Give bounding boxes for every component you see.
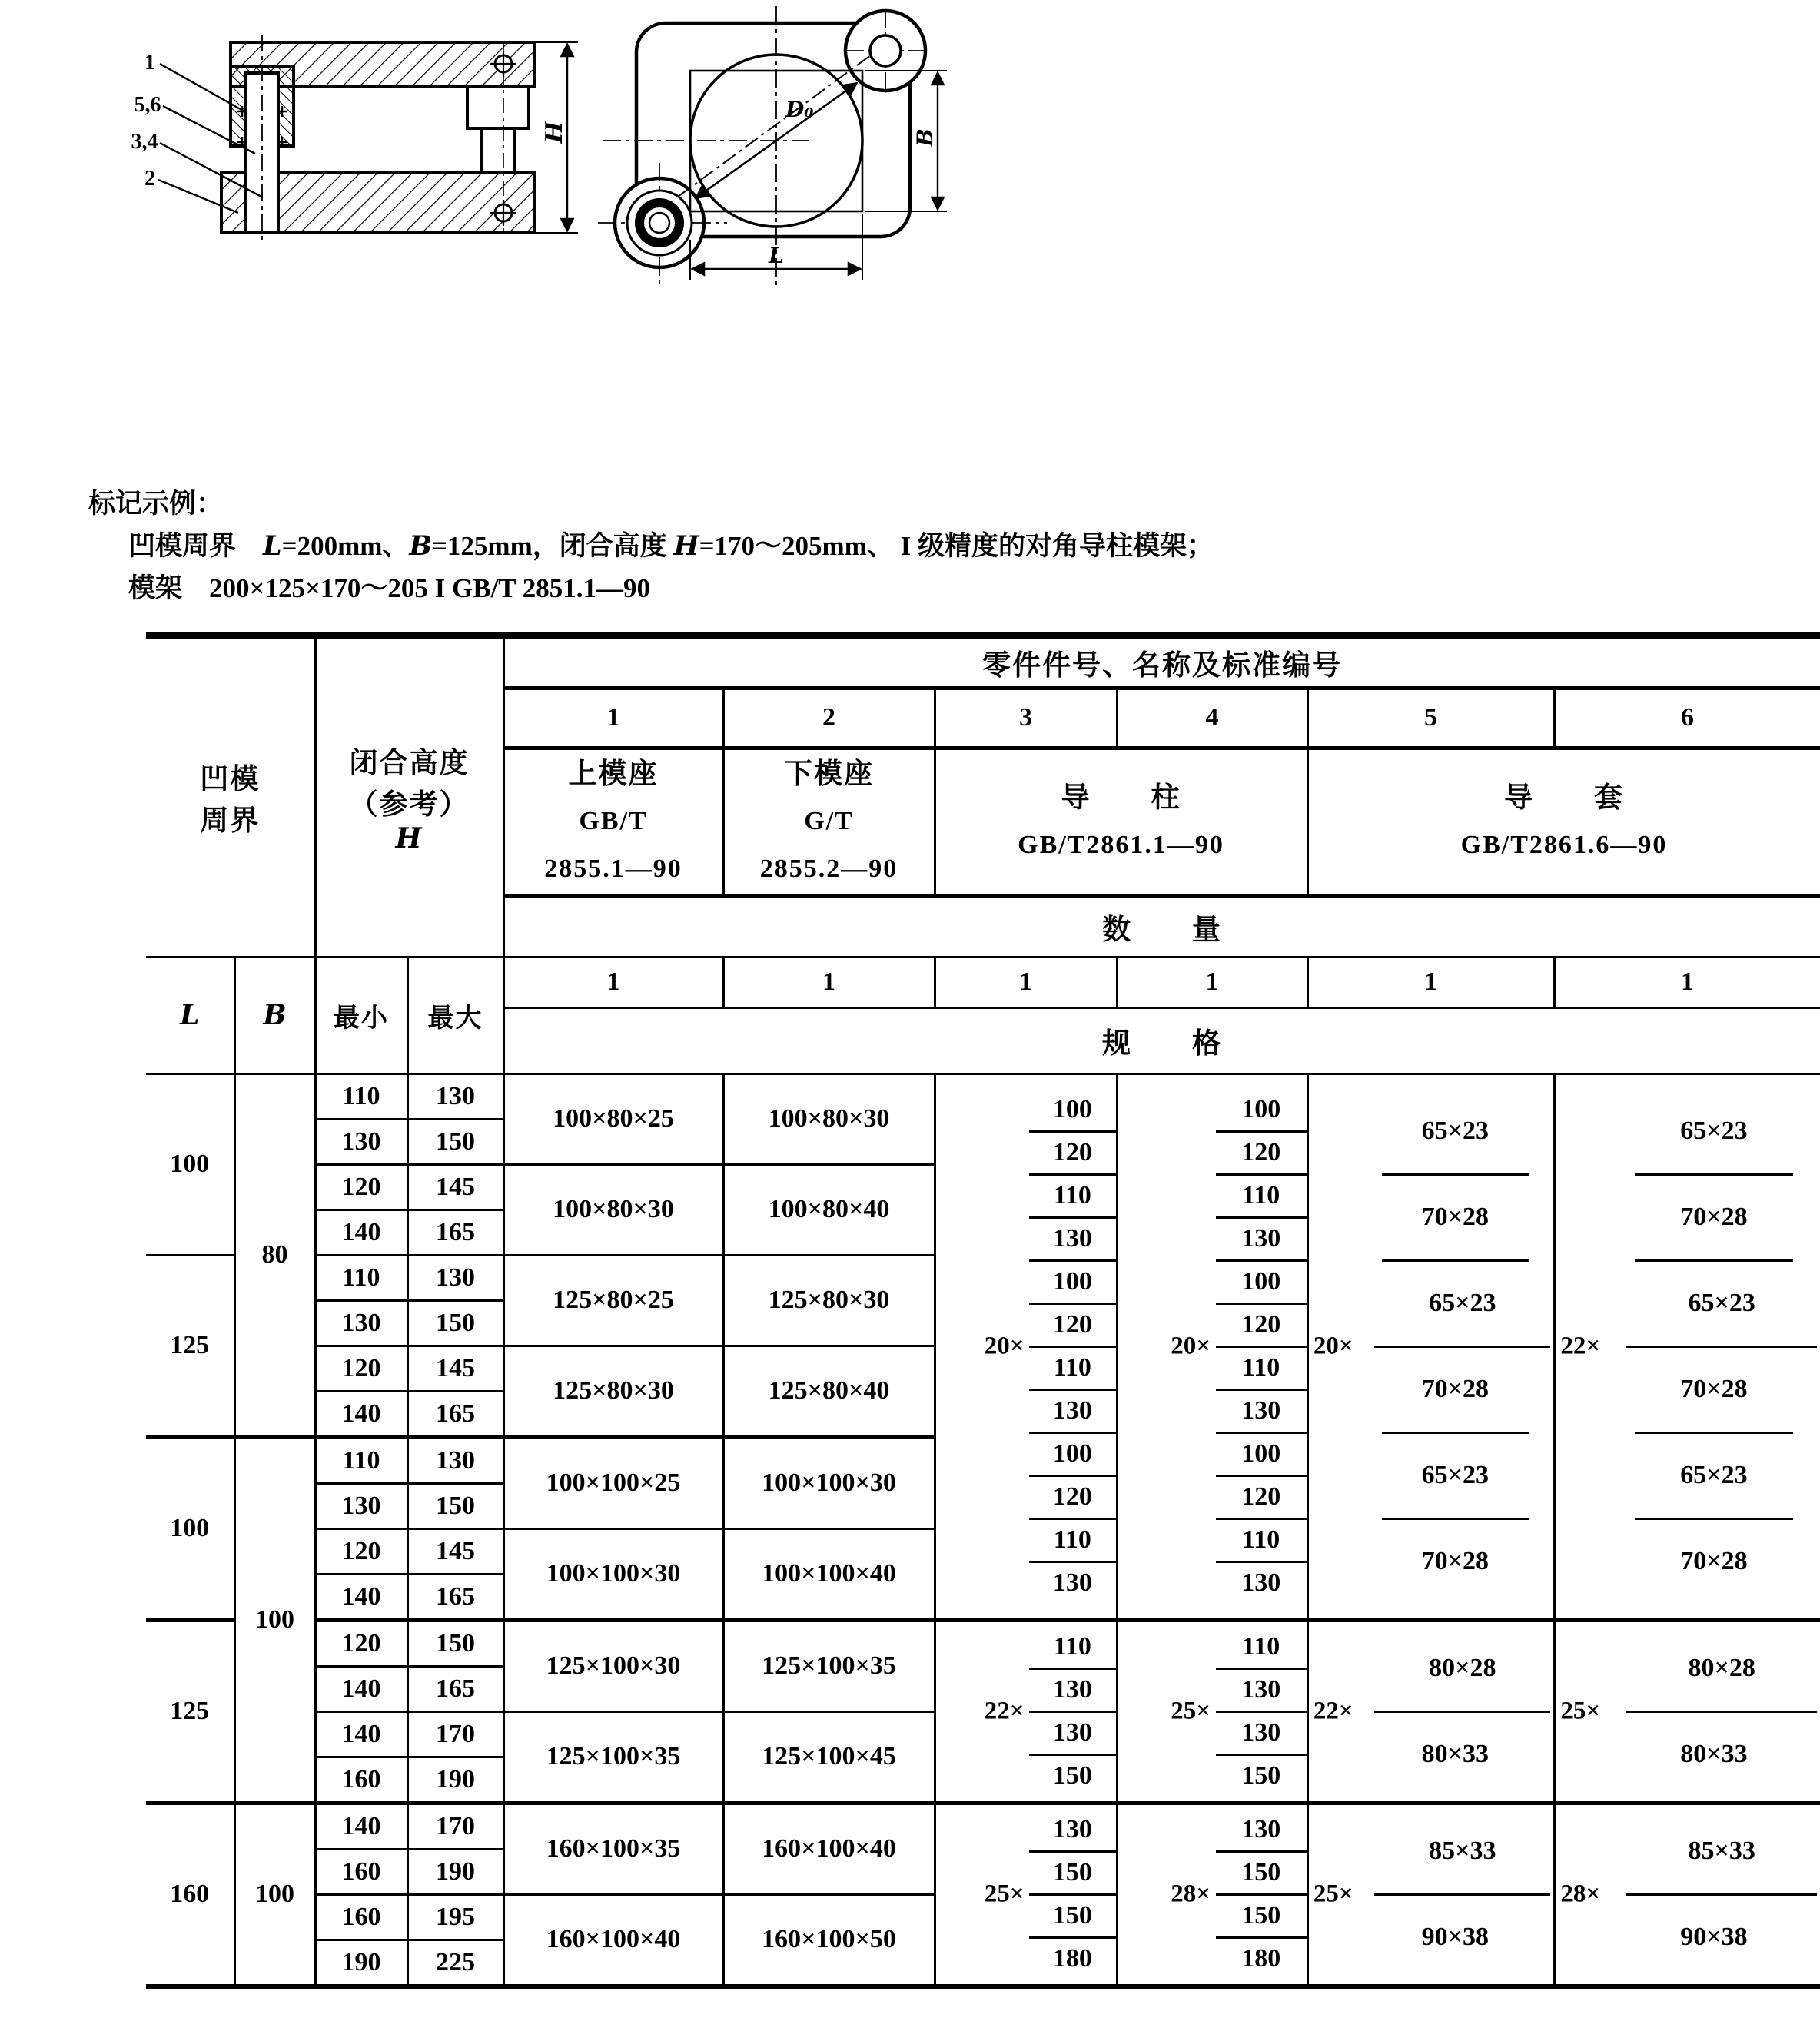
lower-seat-spec: 125×100×45 xyxy=(723,1711,935,1803)
upper-seat-spec: 125×100×30 xyxy=(503,1620,723,1711)
h-max-value: 145 xyxy=(407,1164,503,1210)
stack-value: 150 xyxy=(1241,1761,1281,1790)
stack-value: 65×23 xyxy=(1635,1434,1793,1520)
h-max-value: 190 xyxy=(407,1757,503,1803)
stack-value: 85×33 xyxy=(1626,1810,1817,1896)
l-value: 125 xyxy=(146,1255,234,1437)
h-max-value: 145 xyxy=(407,1528,503,1574)
pillar-stack-3 xyxy=(935,1620,1117,1803)
h-min-value: 140 xyxy=(315,1210,407,1255)
b-col-header: B xyxy=(234,957,315,1074)
bush-stack-5 xyxy=(1307,1803,1554,1986)
h-min-value: 160 xyxy=(315,1757,407,1803)
h-min-value: 110 xyxy=(315,1437,407,1483)
b-value: 100 xyxy=(234,1803,315,1986)
pillar-stack-4 xyxy=(1117,1620,1307,1803)
diameter-prefix: 20× xyxy=(1313,1332,1353,1360)
h-min-value: 140 xyxy=(315,1803,407,1849)
h-min-value: 120 xyxy=(315,1164,407,1210)
part-no-4: 4 xyxy=(1117,688,1307,748)
stack xyxy=(1556,1090,1820,1604)
max-col-header: 最大 xyxy=(407,957,503,1074)
stack-value: 80×28 xyxy=(1626,1627,1817,1713)
diameter-prefix: 22× xyxy=(1313,1697,1353,1725)
closed-height-header: 闭合高度 （参考） H xyxy=(315,636,503,957)
h-min-value: 120 xyxy=(315,1346,407,1391)
stack-value: 130 xyxy=(1216,1219,1307,1262)
table-row xyxy=(146,1074,1820,1119)
stack-value: 120 xyxy=(1029,1305,1115,1348)
parts-title: 零件件号、名称及标准编号 xyxy=(503,636,1820,688)
h-min-value: 160 xyxy=(315,1849,407,1894)
h-min-value: 110 xyxy=(315,1074,407,1119)
qty-4: 1 xyxy=(1117,957,1307,1007)
diameter-prefix: 25× xyxy=(1560,1697,1601,1725)
spec-label: 规 格 xyxy=(503,1007,1820,1074)
upper-seat-header: 上模座 GB/T 2855.1—90 xyxy=(503,748,723,895)
pillar-stack-4 xyxy=(1117,1803,1307,1986)
h-max-value: 150 xyxy=(407,1300,503,1346)
stack-value: 130 xyxy=(1052,1568,1092,1597)
stack-value: 90×38 xyxy=(1680,1923,1748,1951)
lower-seat-spec: 160×100×40 xyxy=(723,1803,935,1894)
part-no-2: 2 xyxy=(723,688,935,748)
upper-seat-spec: 160×100×35 xyxy=(503,1803,723,1894)
part-no-3: 3 xyxy=(935,688,1117,748)
lower-seat-spec: 100×80×30 xyxy=(723,1074,935,1164)
stack xyxy=(1118,1627,1307,1797)
h-min-value: 130 xyxy=(315,1483,407,1528)
upper-seat-spec: 160×100×40 xyxy=(503,1894,723,1986)
bush-stack-5 xyxy=(1307,1620,1554,1803)
lower-seat-spec: 100×80×40 xyxy=(723,1164,935,1255)
h-max-value: 195 xyxy=(407,1894,503,1940)
stack-value: 110 xyxy=(1216,1176,1307,1219)
pillar-stack-3 xyxy=(935,1074,1117,1620)
upper-seat-spec: 100×80×25 xyxy=(503,1074,723,1164)
bush-stack-6 xyxy=(1554,1074,1820,1620)
stack-value: 65×23 xyxy=(1374,1262,1550,1348)
stack-value: 85×33 xyxy=(1374,1810,1550,1896)
stack-value: 130 xyxy=(1241,1568,1281,1597)
upper-seat-spec: 100×100×30 xyxy=(503,1528,723,1620)
stack-value: 120 xyxy=(1216,1305,1307,1348)
qty-3: 1 xyxy=(935,957,1117,1007)
callout-5-6: 5,6 xyxy=(134,93,161,117)
l-value: 100 xyxy=(146,1437,234,1620)
pillar-stack-3 xyxy=(935,1803,1117,1986)
part-no-6: 6 xyxy=(1554,688,1820,748)
l-dim-label: L xyxy=(769,243,784,268)
stack-value: 65×23 xyxy=(1635,1090,1793,1176)
stack-value: 180 xyxy=(1241,1944,1281,1973)
stack-value: 150 xyxy=(1216,1853,1307,1896)
die-boundary-header: 凹模 周界 xyxy=(146,636,315,957)
stack-value: 150 xyxy=(1052,1761,1092,1790)
table-row xyxy=(146,1803,1820,1849)
h-max-value: 130 xyxy=(407,1074,503,1119)
h-min-value: 140 xyxy=(315,1666,407,1711)
stack-value: 70×28 xyxy=(1382,1176,1529,1262)
bush-rings xyxy=(627,191,692,255)
h-max-value: 165 xyxy=(407,1574,503,1620)
l-value: 100 xyxy=(146,1074,234,1255)
h-max-value: 130 xyxy=(407,1255,503,1300)
bush-header: 导 套 GB/T2861.6—90 xyxy=(1307,748,1820,895)
h-max-value: 190 xyxy=(407,1849,503,1894)
stack-value: 100 xyxy=(1216,1090,1307,1133)
diameter-prefix: 22× xyxy=(984,1697,1025,1725)
diameter-prefix: 20× xyxy=(984,1332,1025,1360)
callout-1: 1 xyxy=(144,51,155,75)
stack-value: 130 xyxy=(1029,1810,1115,1853)
stack xyxy=(1556,1627,1820,1797)
stack-value: 100 xyxy=(1029,1262,1115,1305)
h-max-value: 170 xyxy=(407,1711,503,1757)
b-value: 100 xyxy=(234,1437,315,1803)
h-min-value: 130 xyxy=(315,1300,407,1346)
upper-seat-spec: 100×100×25 xyxy=(503,1437,723,1528)
stack-value: 65×23 xyxy=(1626,1262,1817,1348)
stack-value: 120 xyxy=(1216,1133,1307,1176)
stack-value: 130 xyxy=(1216,1670,1307,1713)
part-no-1: 1 xyxy=(503,688,723,748)
stack-value: 110 xyxy=(1029,1348,1115,1391)
h-max-value: 130 xyxy=(407,1437,503,1483)
bush-stack-6 xyxy=(1554,1803,1820,1986)
qty-2: 1 xyxy=(723,957,935,1007)
stack-value: 110 xyxy=(1216,1520,1307,1563)
stack-value: 70×28 xyxy=(1382,1348,1529,1434)
pillar-stack-4 xyxy=(1117,1074,1307,1620)
h-max-value: 150 xyxy=(407,1119,503,1164)
stack-value: 110 xyxy=(1029,1627,1115,1670)
diameter-prefix: 25× xyxy=(984,1880,1025,1908)
qty-5: 1 xyxy=(1307,957,1554,1007)
spec-table xyxy=(146,632,1820,1989)
stack-value: 130 xyxy=(1216,1810,1307,1853)
h-max-value: 165 xyxy=(407,1666,503,1711)
stack-value: 110 xyxy=(1216,1348,1307,1391)
stack-value: 70×28 xyxy=(1680,1547,1748,1575)
stack-value: 130 xyxy=(1029,1713,1115,1756)
d0-dim-label: D₀ xyxy=(785,97,814,122)
h-dim-label: H xyxy=(541,121,568,144)
stack-value: 90×38 xyxy=(1421,1923,1489,1951)
stack-value: 65×23 xyxy=(1382,1090,1529,1176)
stack-value: 110 xyxy=(1029,1520,1115,1563)
min-col-header: 最小 xyxy=(315,957,407,1074)
h-max-value: 165 xyxy=(407,1391,503,1437)
lower-seat-spec: 160×100×50 xyxy=(723,1894,935,1986)
h-min-value: 140 xyxy=(315,1391,407,1437)
stack xyxy=(936,1090,1116,1604)
stack-value: 150 xyxy=(1029,1853,1115,1896)
front-section-view xyxy=(115,35,607,250)
h-min-value: 190 xyxy=(315,1940,407,1986)
h-max-value: 150 xyxy=(407,1483,503,1528)
h-max-value: 225 xyxy=(407,1940,503,1986)
upper-seat-spec: 125×80×30 xyxy=(503,1346,723,1437)
h-min-value: 140 xyxy=(315,1711,407,1757)
diameter-prefix: 25× xyxy=(1171,1697,1211,1725)
pillar-header: 导 柱 GB/T2861.1—90 xyxy=(935,748,1307,895)
stack-value: 130 xyxy=(1029,1219,1115,1262)
stack-value: 110 xyxy=(1029,1176,1115,1219)
table-row xyxy=(146,1620,1820,1666)
stack-value: 120 xyxy=(1029,1477,1115,1520)
diameter-prefix: 25× xyxy=(1313,1880,1353,1908)
stack xyxy=(1309,1090,1553,1604)
stack-value: 80×28 xyxy=(1374,1627,1550,1713)
stack xyxy=(936,1810,1116,1980)
stack-value: 120 xyxy=(1029,1133,1115,1176)
qty-6: 1 xyxy=(1554,957,1820,1007)
bush-stack-6 xyxy=(1554,1620,1820,1803)
marking-heading: 标记示例： xyxy=(88,489,224,519)
marking-line1: 凹模周界 L=200mm、B=125mm，闭合高度 H=170～205mm、 I 级精度的对角导柱模架； xyxy=(128,530,1214,562)
l-col-header: L xyxy=(146,957,234,1074)
stack-value: 100 xyxy=(1216,1434,1307,1477)
stack-value: 130 xyxy=(1216,1713,1307,1756)
stack-value: 100 xyxy=(1029,1434,1115,1477)
l-value: 125 xyxy=(146,1620,234,1803)
stack-value: 100 xyxy=(1029,1090,1115,1133)
stack-value: 70×28 xyxy=(1635,1348,1793,1434)
stack-value: 130 xyxy=(1029,1670,1115,1713)
lower-seat-spec: 125×80×30 xyxy=(723,1255,935,1346)
b-value: 80 xyxy=(234,1074,315,1437)
bush-stack-5 xyxy=(1307,1074,1554,1620)
lower-seat-spec: 125×100×35 xyxy=(723,1620,935,1711)
stack-value: 65×23 xyxy=(1382,1434,1529,1520)
h-min-value: 120 xyxy=(315,1528,407,1574)
marking-line2: 模架 200×125×170～205 I GB/T 2851.1—90 xyxy=(128,573,651,603)
stack xyxy=(1556,1810,1820,1980)
stack-value: 150 xyxy=(1216,1896,1307,1939)
stack-value: 110 xyxy=(1216,1627,1307,1670)
h-max-value: 170 xyxy=(407,1803,503,1849)
top-view xyxy=(592,0,976,292)
stack-value: 80×33 xyxy=(1421,1740,1489,1768)
stack-value: 70×28 xyxy=(1421,1547,1489,1575)
h-max-value: 145 xyxy=(407,1346,503,1391)
stack-value: 150 xyxy=(1029,1896,1115,1939)
callout-2: 2 xyxy=(144,167,155,191)
lower-seat-spec: 100×100×30 xyxy=(723,1437,935,1528)
h-max-value: 165 xyxy=(407,1210,503,1255)
diameter-prefix: 20× xyxy=(1171,1332,1211,1360)
lower-seat-spec: 100×100×40 xyxy=(723,1528,935,1620)
stack-value: 70×28 xyxy=(1635,1176,1793,1262)
l-value: 160 xyxy=(146,1803,234,1986)
pillar-hole xyxy=(870,35,901,66)
callout-3-4: 3,4 xyxy=(131,130,158,154)
b-dim-label: B xyxy=(912,128,938,147)
stack-value: 100 xyxy=(1216,1262,1307,1305)
lower-seat-header: 下模座 G/T 2855.2—90 xyxy=(723,748,935,895)
stack-value: 120 xyxy=(1216,1477,1307,1520)
upper-seat-spec: 125×100×35 xyxy=(503,1711,723,1803)
stack-value: 130 xyxy=(1216,1391,1307,1434)
h-min-value: 140 xyxy=(315,1574,407,1620)
right-guide-assembly xyxy=(467,87,529,173)
stack xyxy=(1118,1090,1307,1604)
stack xyxy=(1309,1627,1553,1797)
stack xyxy=(1309,1810,1553,1980)
stack xyxy=(1118,1810,1307,1980)
qty-1: 1 xyxy=(503,957,723,1007)
diameter-prefix: 28× xyxy=(1171,1880,1211,1908)
h-min-value: 110 xyxy=(315,1255,407,1300)
h-max-value: 150 xyxy=(407,1620,503,1666)
diameter-prefix: 28× xyxy=(1560,1880,1601,1908)
h-min-value: 120 xyxy=(315,1620,407,1666)
stack-value: 180 xyxy=(1052,1944,1092,1973)
marking-example xyxy=(88,483,1779,609)
h-min-value: 160 xyxy=(315,1894,407,1940)
stack-value: 130 xyxy=(1029,1391,1115,1434)
callout-labels xyxy=(131,51,161,191)
upper-seat-spec: 100×80×30 xyxy=(503,1164,723,1255)
part-no-5: 5 xyxy=(1307,688,1554,748)
diameter-prefix: 22× xyxy=(1560,1332,1601,1360)
upper-seat-spec: 125×80×25 xyxy=(503,1255,723,1346)
stack xyxy=(936,1627,1116,1797)
h-min-value: 130 xyxy=(315,1119,407,1164)
quantity-label: 数 量 xyxy=(503,895,1820,957)
lower-seat-spec: 125×80×40 xyxy=(723,1346,935,1437)
stack-value: 80×33 xyxy=(1680,1740,1748,1768)
